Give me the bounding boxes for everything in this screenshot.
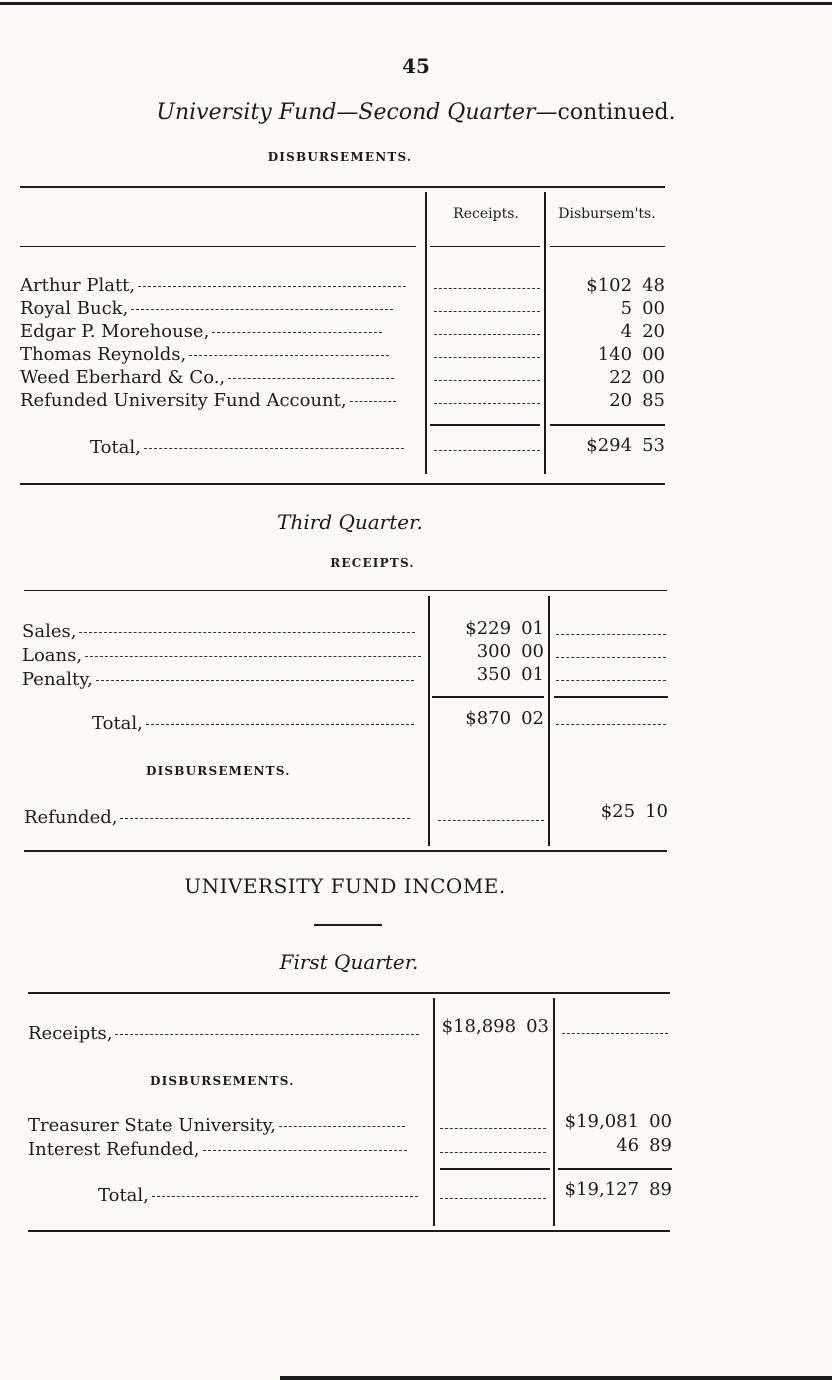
amount-cents: 01 [521, 618, 544, 639]
list-item [22, 668, 414, 692]
leader-dots [146, 724, 414, 725]
section3-disb-subheading: DISBURSEMENTS. [150, 1074, 295, 1088]
section2-disb-subheading: DISBURSEMENTS. [146, 764, 291, 778]
amount [432, 663, 544, 687]
section3-subheading: First Quarter. [279, 950, 419, 974]
amount-cents: 00 [642, 298, 665, 319]
amount [550, 343, 665, 367]
amount [550, 366, 665, 390]
total-amount [550, 434, 665, 458]
section1-bottom-rule [20, 483, 665, 485]
row-label: Edgar P. Morehouse, [20, 321, 210, 342]
col-header-disbursements: Disbursem'ts. [558, 206, 656, 222]
list-item [20, 274, 406, 298]
leader-dots [115, 1034, 419, 1035]
total-label: Total, [92, 713, 143, 734]
list-item [28, 1138, 407, 1162]
total-amount [558, 1178, 672, 1202]
amount-cents: 20 [642, 321, 665, 342]
section1-top-rule [20, 186, 665, 188]
amount [558, 1110, 672, 1134]
list-item [28, 1114, 405, 1138]
amount-cents: 89 [649, 1179, 672, 1200]
section3-top-rule [28, 992, 670, 994]
list-item [24, 806, 410, 830]
empty-cell [434, 403, 540, 404]
empty-cell [438, 820, 544, 821]
amount-dollars: $102 [586, 275, 633, 296]
row-label: Interest Refunded, [28, 1139, 200, 1160]
amount [556, 800, 668, 824]
row-label: Thomas Reynolds, [20, 344, 187, 365]
amount-dollars: 140 [597, 344, 633, 365]
section3-col-divider-2 [553, 998, 555, 1226]
leader-dots [350, 401, 396, 402]
section1-col-divider-1 [425, 192, 427, 474]
leader-dots [228, 378, 394, 379]
leader-dots [131, 309, 393, 310]
total-row [90, 436, 404, 460]
section3-heading: UNIVERSITY FUND INCOME. [184, 874, 506, 898]
row-label: Refunded University Fund Account, [20, 390, 347, 411]
leader-dots [279, 1126, 405, 1127]
row-label: Treasurer State University, [28, 1115, 276, 1136]
short-divider-rule [314, 924, 382, 926]
amount-dollars: 350 [476, 664, 512, 685]
amount-cents: 00 [642, 344, 665, 365]
total-row [92, 712, 414, 736]
amount-dollars: 46 [616, 1135, 640, 1156]
empty-cell [556, 680, 666, 681]
amount-dollars: $18,898 [441, 1016, 517, 1037]
total-label: Total, [90, 437, 141, 458]
list-item [20, 320, 382, 344]
amount-dollars: 22 [609, 367, 633, 388]
amount-dollars: $229 [465, 618, 512, 639]
empty-cell [440, 1198, 546, 1199]
page-top-edge [0, 2, 832, 5]
sum-rule [440, 1168, 550, 1170]
amount-cents: 03 [526, 1016, 549, 1037]
leader-dots [212, 332, 382, 333]
amount-cents: 53 [642, 435, 665, 456]
section3-col-divider-1 [433, 998, 435, 1226]
empty-cell [440, 1152, 546, 1153]
section2-top-rule [24, 590, 667, 591]
page-bottom-edge [280, 1376, 832, 1380]
section2-heading: Third Quarter. [277, 510, 423, 534]
section2-col-divider-1 [428, 596, 430, 846]
list-item [22, 644, 421, 668]
empty-cell [556, 634, 666, 635]
amount-cents: 48 [642, 275, 665, 296]
leader-dots [189, 355, 389, 356]
amount-dollars: $870 [465, 708, 512, 729]
amount-cents: 00 [521, 641, 544, 662]
empty-cell [434, 380, 540, 381]
leader-dots [138, 286, 406, 287]
page-title-italic: University Fund—Second Quarter [156, 100, 536, 125]
amount [437, 1015, 549, 1039]
page-number: 45 [402, 54, 430, 78]
leader-dots [96, 680, 414, 681]
total-label: Total, [98, 1185, 149, 1206]
empty-cell [556, 724, 666, 725]
amount-cents: 02 [521, 708, 544, 729]
sum-rule [432, 696, 544, 698]
empty-cell [562, 1033, 668, 1034]
total-row [98, 1184, 418, 1208]
section1-header-rule-b [430, 246, 540, 247]
row-label: Loans, [22, 645, 83, 666]
amount-cents: 00 [642, 367, 665, 388]
amount-dollars: $19,081 [564, 1111, 640, 1132]
section3-bottom-rule [28, 1230, 670, 1232]
sum-rule [430, 424, 540, 426]
leader-dots [85, 656, 421, 657]
amount [432, 617, 544, 641]
list-item [20, 366, 394, 390]
amount [550, 297, 665, 321]
col-header-receipts: Receipts. [453, 206, 519, 222]
list-item [20, 389, 396, 413]
row-label: Royal Buck, [20, 298, 129, 319]
row-label: Receipts, [28, 1023, 113, 1044]
row-label: Refunded, [24, 807, 118, 828]
section1-col-divider-2 [544, 192, 546, 474]
list-item [22, 620, 415, 644]
section2-subheading: RECEIPTS. [330, 556, 415, 570]
amount-dollars: $294 [586, 435, 633, 456]
section1-subheading: DISBURSEMENTS. [267, 150, 413, 164]
sum-rule [554, 696, 668, 698]
amount-cents: 00 [649, 1111, 672, 1132]
section1-header-rule-a [20, 246, 416, 247]
amount-cents: 85 [642, 390, 665, 411]
row-label: Sales, [22, 621, 77, 642]
amount [558, 1134, 672, 1158]
amount-dollars: $19,127 [564, 1179, 640, 1200]
list-item [20, 297, 393, 321]
amount-dollars: 4 [620, 321, 633, 342]
leader-dots [79, 632, 415, 633]
amount [550, 389, 665, 413]
section2-col-divider-2 [548, 596, 550, 846]
total-amount [432, 707, 544, 731]
sum-rule [550, 424, 665, 426]
row-label: Penalty, [22, 669, 93, 690]
page-title-roman: —continued. [535, 100, 676, 125]
list-item [20, 343, 389, 367]
amount [550, 274, 665, 298]
row-label: Weed Eberhard & Co., [20, 367, 226, 388]
leader-dots [152, 1196, 418, 1197]
empty-cell [434, 288, 540, 289]
empty-cell [434, 357, 540, 358]
amount-dollars: 5 [620, 298, 633, 319]
leader-dots [120, 818, 410, 819]
section1-header-rule-c [550, 246, 665, 247]
leader-dots [144, 448, 404, 449]
empty-cell [434, 450, 540, 451]
amount-dollars: $25 [600, 801, 636, 822]
amount-cents: 89 [649, 1135, 672, 1156]
empty-cell [556, 657, 666, 658]
amount-dollars: 300 [476, 641, 512, 662]
empty-cell [440, 1128, 546, 1129]
section2-bottom-rule [24, 850, 667, 852]
amount-cents: 10 [645, 801, 668, 822]
amount [550, 320, 665, 344]
empty-cell [434, 311, 540, 312]
sum-rule [558, 1168, 672, 1170]
row-label: Arthur Platt, [20, 275, 136, 296]
amount [432, 640, 544, 664]
page-title [0, 100, 832, 125]
leader-dots [203, 1150, 407, 1151]
empty-cell [434, 334, 540, 335]
list-item [28, 1022, 419, 1046]
amount-dollars: 20 [609, 390, 633, 411]
amount-cents: 01 [521, 664, 544, 685]
